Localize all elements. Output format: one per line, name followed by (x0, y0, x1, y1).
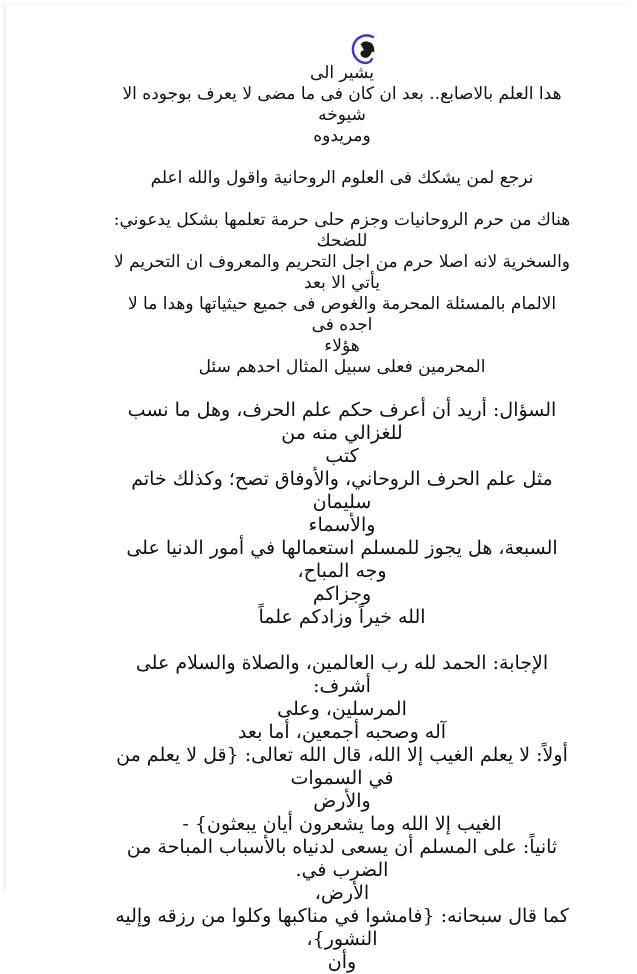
answer-line: الغيب إلا الله وما يشعرون أيان يبعثون} - (182, 813, 502, 835)
question-line: السؤال: أريد أن أعرف حكم علم الحرف، وهل ما نسب للغزالي منه من كتب (127, 399, 557, 467)
document-page (4, 4, 629, 973)
answer-line: ثانياً: على المسلم أن يسعى لدنياه بالأسباب المباحة من الضرب في. الأرض، (126, 836, 558, 904)
intro-line: يشير الى (310, 63, 374, 83)
document-body (109, 63, 575, 974)
refer-line: نرجع لمن يشكك فى العلوم الروحانية واقول والله اعلم (150, 168, 534, 188)
claim-line: والسخرية لانه اصلا حرم من اجل التحريم والمعروف ان التحريم لا يأتي الا بعد (113, 252, 571, 293)
intro-line: هدا العلم بالاصابع.. بعد ان كان فى ما مضى لا يعرف بوجوده الا شيوخه (122, 84, 562, 125)
claim-line: المحرمين فعلى سبيل المثال احدهم سئل (198, 357, 486, 377)
claim-line: الالمام بالمسئلة المحرمة والغوص فى جميع حيثياتها وهدا ما لا اجده فى هؤلاء (127, 294, 557, 356)
question-line: مثل علم الحرف الروحاني، والأوفاق تصح؛ وكذلك خاتم سليمان والأسماء (131, 468, 553, 536)
answer-line: كما قال سبحانه: {فامشوا في مناكبها وكلوا من رزقه وإليه النشور}، وأن (115, 905, 569, 973)
logo-stamp (347, 31, 383, 67)
answer-line: آله وصحبه أجمعين، أما بعد (237, 721, 447, 743)
claim-line: هناك من حرم الروحانيات وجزم حلى حرمة تعلمها بشكل يدعوني: للضحك (113, 210, 571, 251)
question-line: السبعة، هل يجوز للمسلم استعمالها في أمور الدنيا على وجه المباح، وجزاكم (126, 537, 558, 605)
answer-line: الإجابة: الحمد لله رب العالمين، والصلاة والسلام على أشرف: المرسلين، وعلى (135, 652, 549, 720)
answer-line: أولاً: لا يعلم الغيب إلا الله، قال الله تعالى: {قل لا يعلم من في السموات والأرض (116, 744, 568, 812)
question-line: الله خيراً وزادكم علماً (258, 606, 426, 628)
intro-line: ومريدوه (313, 126, 371, 146)
